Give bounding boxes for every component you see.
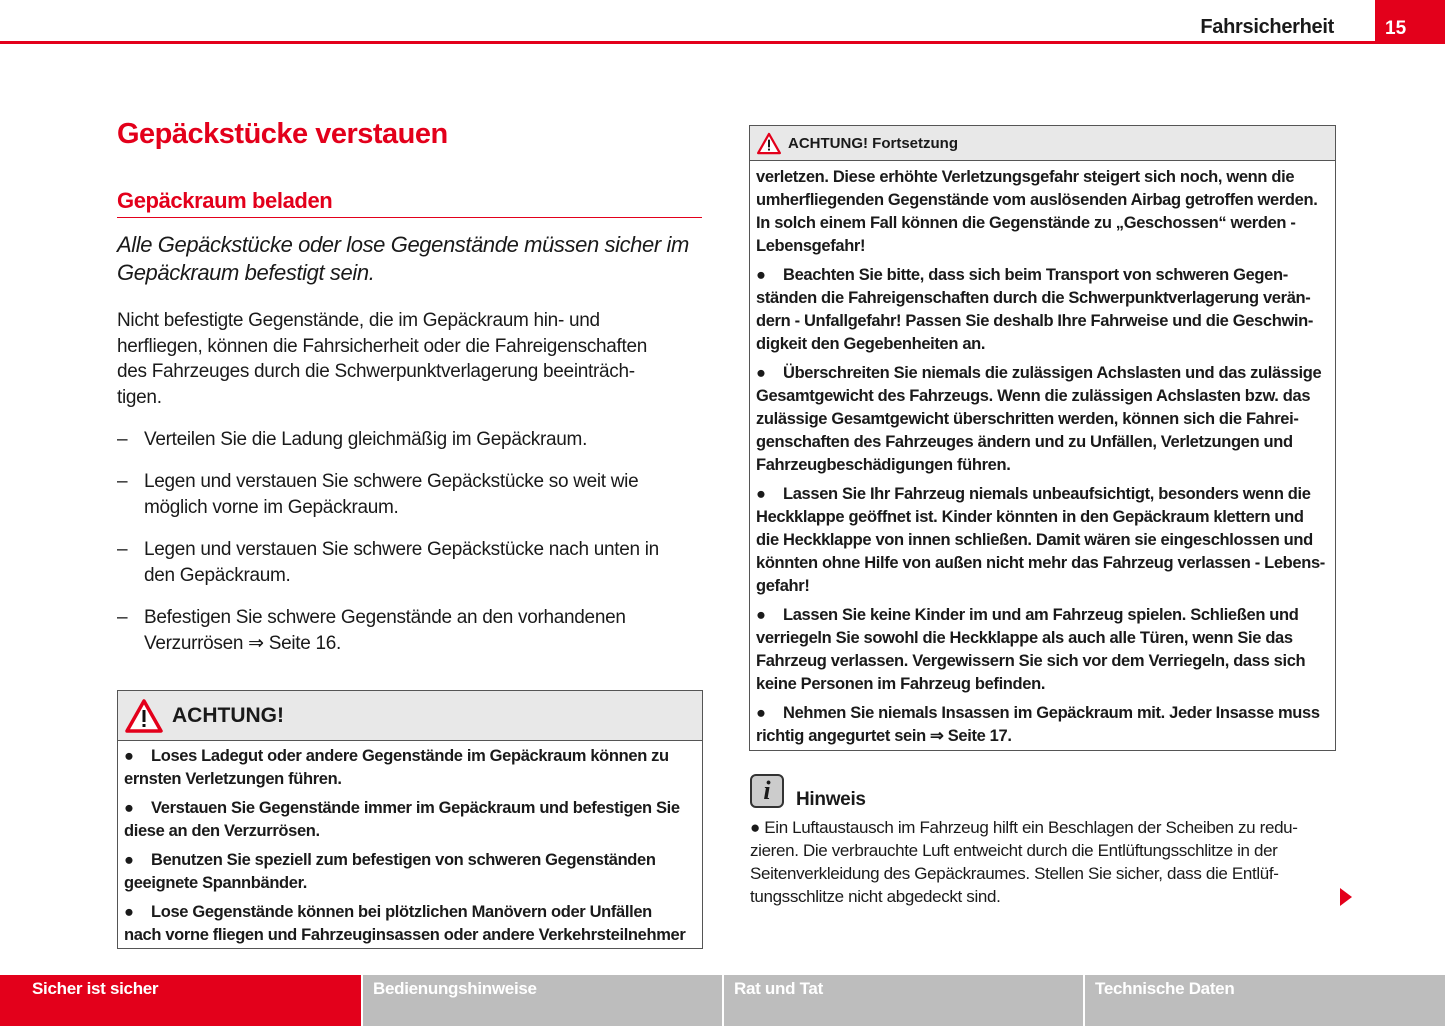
- tab-label: Sicher ist sicher: [32, 979, 159, 998]
- info-icon: i: [750, 774, 784, 808]
- section-heading: Gepäckraum beladen: [117, 188, 702, 218]
- dash-marker: –: [117, 471, 128, 492]
- warning-item: [756, 264, 1329, 356]
- warning-triangle-icon: [756, 132, 782, 155]
- warning-item-text: Verstauen Sie Gegenstände immer im Gepäckraum und befestigen Sie diese an den Verzurrösen.: [124, 799, 680, 840]
- tab-label: Bedienungshinweise: [373, 979, 537, 998]
- page-title: Gepäckstücke verstauen: [117, 118, 448, 150]
- bullet-icon: ●: [124, 747, 134, 765]
- section-title: Fahrsicherheit: [1200, 16, 1334, 38]
- warning-title: ACHTUNG!: [172, 703, 284, 727]
- warning-item-text: Loses Ladegut oder andere Gegenstände im Gepäckraum können zu ernsten Verletzungen führen.: [124, 747, 669, 788]
- warning-item: [756, 702, 1329, 748]
- warning-item: [124, 849, 696, 895]
- warning-title: ACHTUNG! Fortsetzung: [788, 134, 958, 152]
- warning-item-text: Beachten Sie bitte, dass sich beim Transport von schweren Gegen- ständen die Fahreigenschaften durch die Schwerpunktverlagerung verän- dern - Unfallgefahr! Passen Sie deshalb Ihre Fahrweise und die Geschwin- digkeit den Gegebenheiten an.: [756, 266, 1314, 353]
- bullet-icon: ●: [756, 606, 766, 624]
- note-text: ● Ein Luftaustausch im Fahrzeug hilft ein Beschlagen der Scheiben zu redu- zieren. Die verbrauchte Luft entweicht durch die Entlüftungsschlitze in der Seitenverkleidung des Gepäckraumes. Stellen Sie sicher, dass die Entlüf- tungsschlitze nicht abgedeckt sind.: [750, 818, 1298, 906]
- warning-box: [117, 690, 703, 949]
- warning-header: [750, 126, 1335, 161]
- footer-tab-sicher-ist-sicher[interactable]: [0, 975, 361, 1026]
- continue-arrow-icon: [1340, 888, 1352, 906]
- list-item-text: Verteilen Sie die Ladung gleichmäßig im Gepäckraum.: [144, 429, 588, 450]
- bullet-icon: ●: [124, 851, 134, 869]
- bullet-icon: ●: [756, 704, 766, 722]
- list-item-text: Befestigen Sie schwere Gegenstände an den vorhandenen Verzurrösen ⇒ Seite 16.: [144, 607, 626, 654]
- warning-item: [756, 483, 1329, 598]
- warning-item: [756, 362, 1329, 477]
- tab-label: Rat und Tat: [734, 979, 823, 998]
- bullet-icon: ●: [756, 364, 766, 382]
- warning-item: [124, 745, 696, 791]
- warning-item-text: Überschreiten Sie niemals die zulässigen Achslasten und das zulässige Gesamtgewicht des Fahrzeugs. Wenn die zulässigen Achslasten bzw. das zulässige Gesamtgewicht überschritten werden, können sich die Fahrei- genschaften des Fahrzeuges ändern und zu Unfällen, Verletzungen und Fahrzeugbeschädigungen führen.: [756, 364, 1322, 474]
- page-number: 15: [1375, 0, 1445, 42]
- header-rule: [0, 41, 1445, 44]
- warning-continued-box: [749, 125, 1336, 751]
- bullet-icon: ●: [124, 903, 134, 921]
- body-paragraph: Nicht befestigte Gegenstände, die im Gepäckraum hin- und herfliegen, können die Fahrsicherheit oder die Fahreigenschaften des Fahrzeuges durch die Schwerpunktverlagerung beeinträch- tigen.: [117, 310, 648, 408]
- footer-tab-bedienungshinweise[interactable]: [363, 975, 722, 1026]
- intro-text: Alle Gepäckstücke oder lose Gegenstände müssen sicher im Gepäckraum befestigt sein.: [117, 232, 689, 285]
- warning-item-text: Nehmen Sie niemals Insassen im Gepäckraum mit. Jeder Insasse muss richtig angegurtet sein ⇒ Seite 17.: [756, 704, 1320, 745]
- warning-triangle-icon: [124, 698, 164, 734]
- bullet-icon: ●: [756, 266, 766, 284]
- warning-item: [124, 901, 696, 947]
- warning-item-text: Benutzen Sie speziell zum befestigen von schweren Gegenständen geeignete Spannbänder.: [124, 851, 656, 892]
- dash-marker: –: [117, 539, 128, 560]
- list-item-text: Legen und verstauen Sie schwere Gepäckstücke nach unten in den Gepäckraum.: [144, 539, 659, 586]
- footer-tab-rat-und-tat[interactable]: [724, 975, 1083, 1026]
- footer-tab-technische-daten[interactable]: [1085, 975, 1445, 1026]
- warning-item-text: Lose Gegenstände können bei plötzlichen Manövern oder Unfällen nach vorne fliegen und Fahrzeuginsassen oder andere Verkehrsteilnehmer: [124, 903, 686, 944]
- warning-item-text: Lassen Sie keine Kinder im und am Fahrzeug spielen. Schließen und verriegeln Sie sowohl die Heckklappe als auch alle Türen, wenn Sie das Fahrzeug verlassen. Vergewissern Sie sich vor dem Verriegeln, dass sich keine Personen im Fahrzeug befinden.: [756, 606, 1306, 693]
- warning-item: [124, 797, 696, 843]
- dash-marker: –: [117, 607, 128, 628]
- bullet-icon: ●: [756, 485, 766, 503]
- warning-lead: verletzen. Diese erhöhte Verletzungsgefahr steigert sich noch, wenn die umherfliegenden Gegenstände vom auslösenden Airbag getroffen werden. In solch einem Fall können die Gegenstände zu „Geschossen“ werden - Lebensgefahr!: [756, 168, 1318, 255]
- list-item-text: Legen und verstauen Sie schwere Gepäckstücke so weit wie möglich vorne im Gepäckraum.: [144, 471, 639, 518]
- dash-marker: –: [117, 429, 128, 450]
- note-title: Hinweis: [796, 789, 866, 810]
- tab-label: Technische Daten: [1095, 979, 1235, 998]
- warning-item-text: Lassen Sie Ihr Fahrzeug niemals unbeaufsichtigt, besonders wenn die Heckklappe geöffnet ist. Kinder könnten in den Gepäckraum klettern und die Heckklappe von innen schließen. Damit wären sie eingeschlossen und könnten ohne Hilfe von außen nicht mehr das Fahrzeug verlassen - Lebens- gefahr!: [756, 485, 1325, 595]
- bullet-icon: ●: [124, 799, 134, 817]
- warning-header: [118, 691, 702, 741]
- warning-item: [756, 604, 1329, 696]
